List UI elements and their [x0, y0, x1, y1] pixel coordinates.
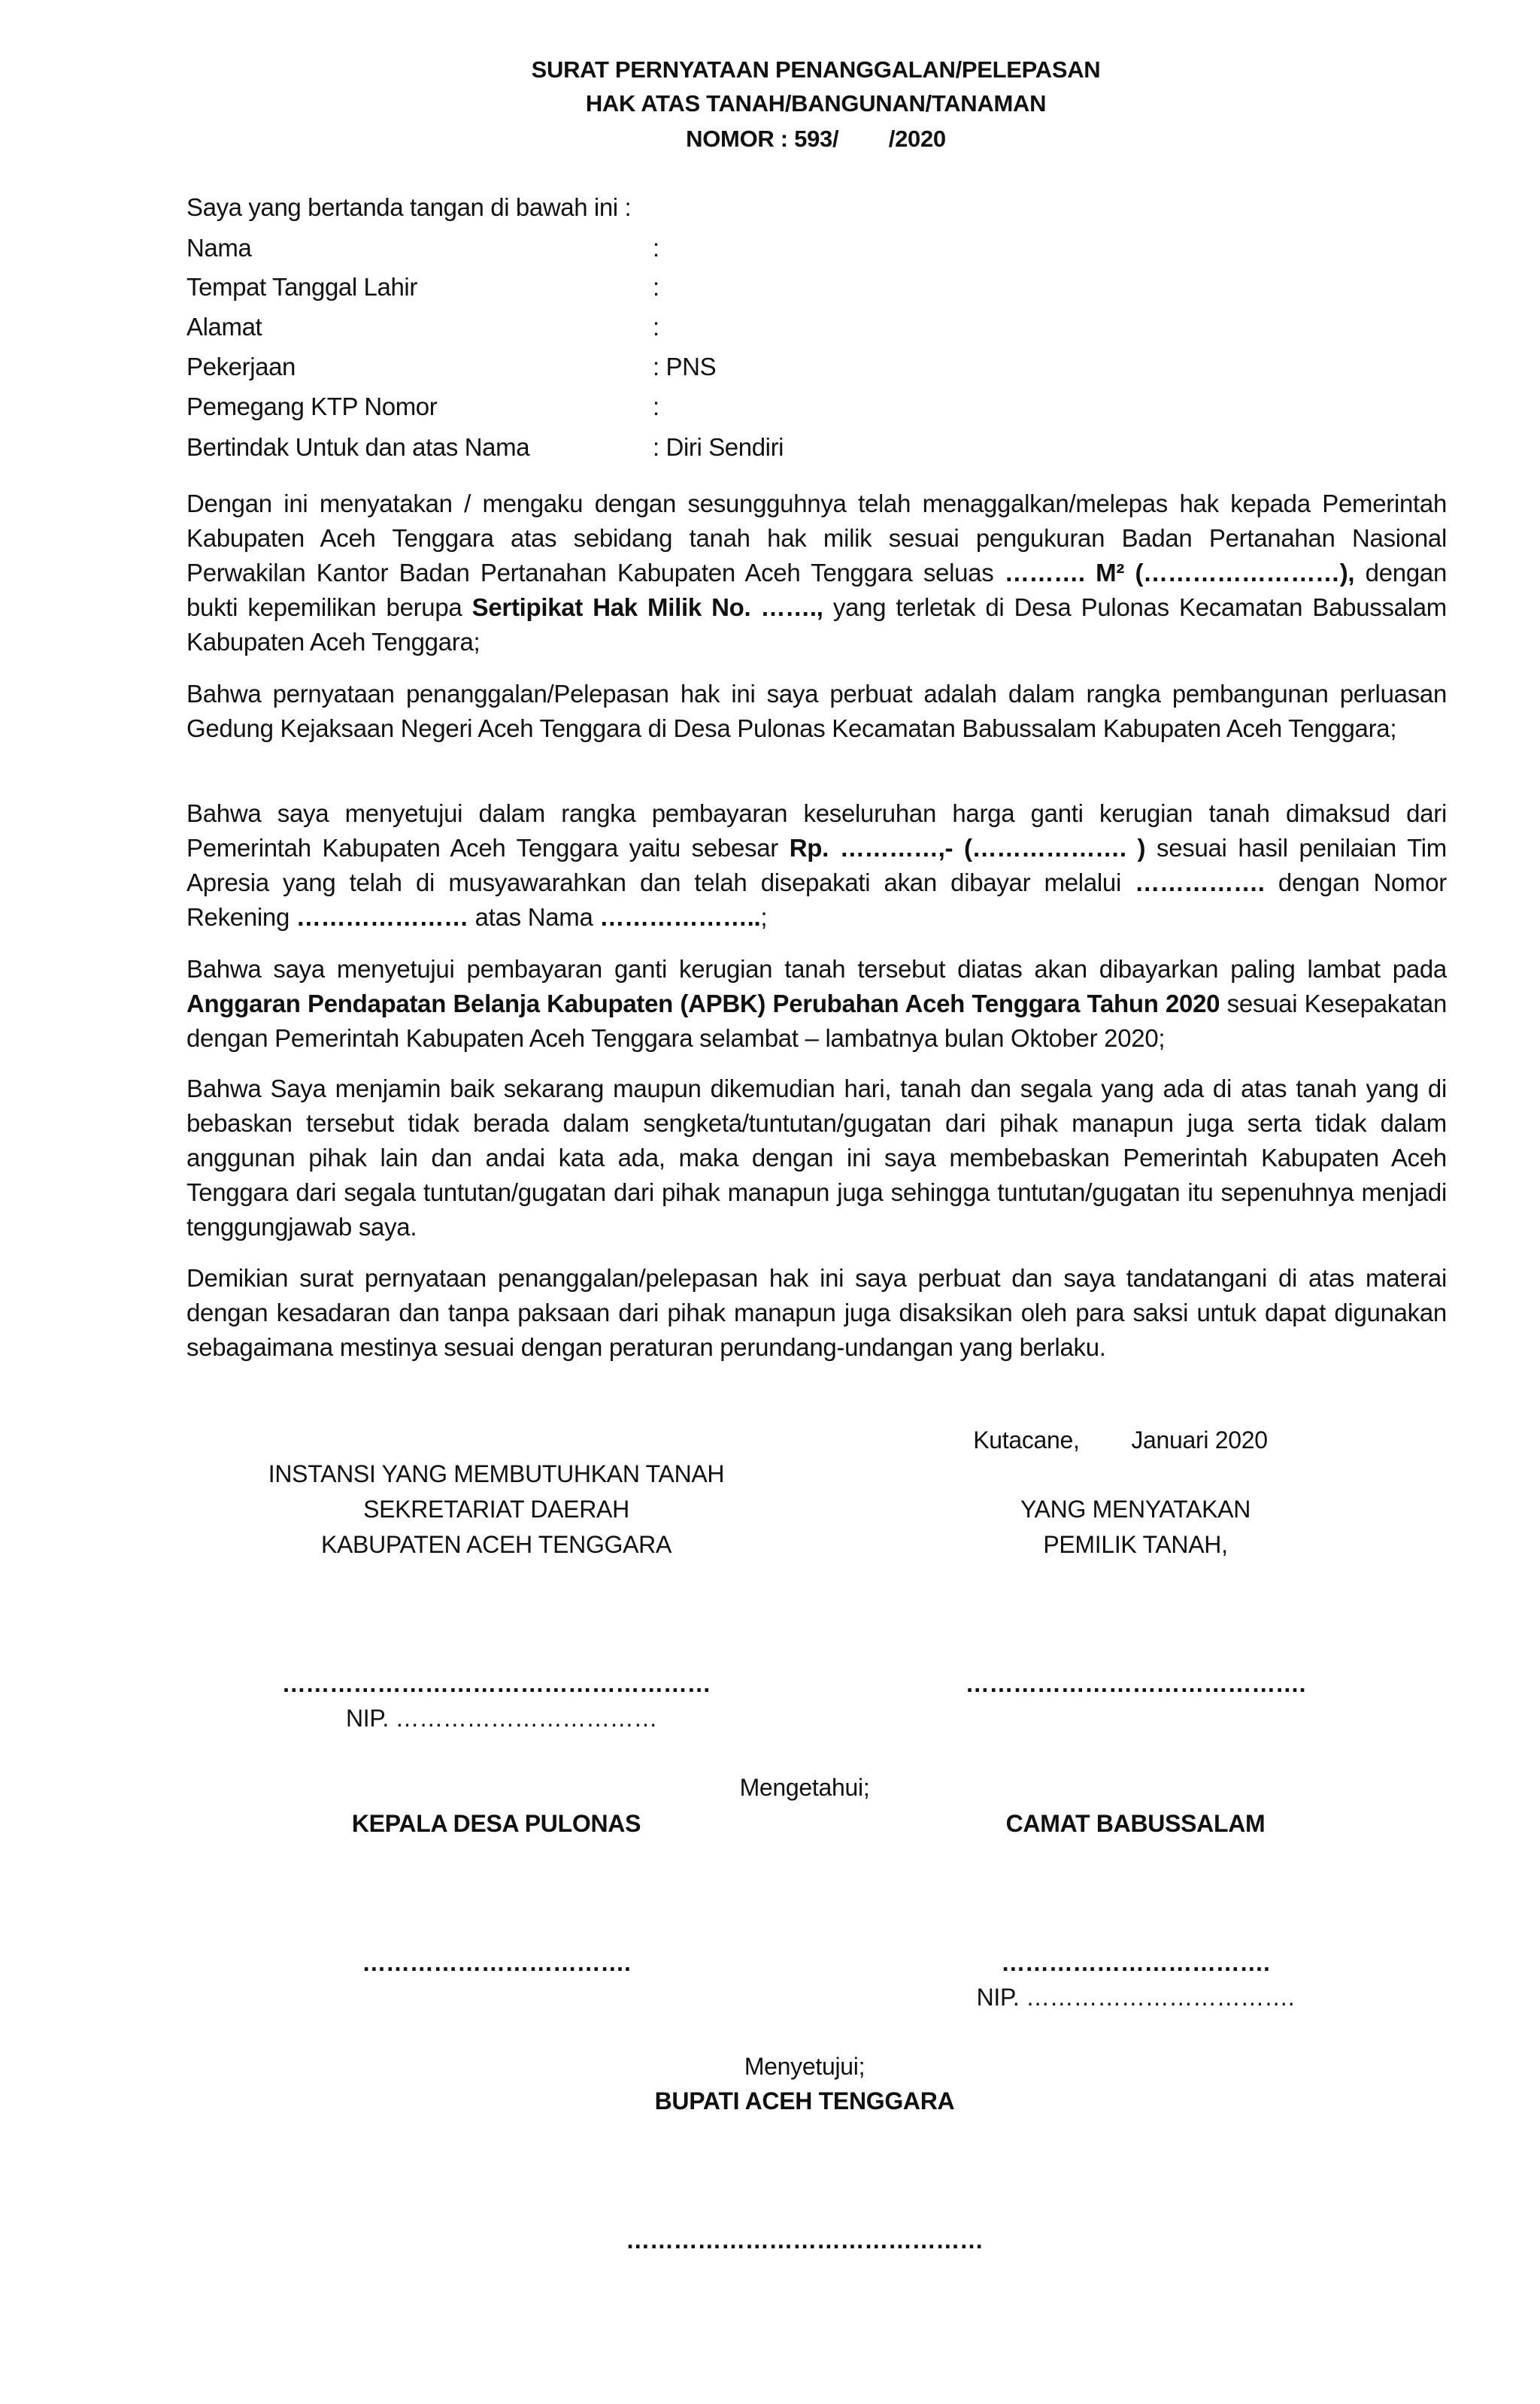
paragraph-text: sesuai hasil penilaian Tim Apresia yang telah di musyawarahkan dan telah disepakati akan dibayar melalui	[186, 834, 1447, 896]
field-row	[186, 313, 938, 341]
field-row	[186, 234, 938, 262]
account-number-blank: …………………	[296, 903, 468, 931]
left-signature-line: ………………………………………………	[281, 1670, 711, 1697]
field-label: Tempat Tanggal Lahir	[186, 273, 417, 301]
field-value: :	[653, 273, 659, 301]
field-row	[186, 433, 938, 462]
paragraph-3	[186, 796, 1447, 935]
paragraph-5: Bahwa Saya menjamin baik sekarang maupun dikemudian hari, tanah dan segala yang ada di atas tanah yang di bebaskan tersebut tidak berada dalam sengketa/tuntutan/gugatan dari pihak manapun juga serta tidak dalam anggunan pihak lain dan andai kata ada, maka dengan ini saya membebaskan Pemerintah Kabupaten Aceh Tenggara dari segala tuntutan/gugatan dari pihak manapun juga sehingga tuntutan/gugatan itu sepenuhnya menjadi tenggungjawab saya.	[186, 1075, 1447, 1241]
payment-method-blank: …………….	[1135, 869, 1265, 896]
field-value: : PNS	[653, 353, 717, 380]
field-label: Bertindak Untuk dan atas Nama	[186, 433, 530, 461]
regent-signature-line: ………………………………………	[626, 2227, 984, 2254]
left-signatory-line1: INSTANSI YANG MEMBUTUHKAN TANAH	[268, 1460, 725, 1487]
paragraph-text: dengan bukti kepemilikan berupa	[186, 559, 1447, 621]
right-signatory-line2: PEMILIK TANAH,	[1043, 1531, 1228, 1558]
field-value: : Diri Sendiri	[653, 433, 784, 461]
paragraph-4	[186, 952, 1447, 1056]
field-value: :	[653, 234, 659, 262]
amount-blank: Rp. …………,- (………………. )	[789, 834, 1146, 862]
field-label: Pekerjaan	[186, 353, 296, 380]
field-row	[186, 393, 938, 421]
place-date: Kutacane, Januari 2020	[973, 1426, 1268, 1454]
field-row	[186, 353, 938, 381]
paragraph-1	[186, 487, 1447, 659]
village-head-title: KEPALA DESA PULONAS	[351, 1810, 641, 1837]
field-label: Pemegang KTP Nomor	[186, 393, 438, 420]
document-number: NOMOR : 593/ /2020	[686, 126, 946, 152]
paragraph-text: atas Nama	[468, 903, 600, 931]
paragraph-text: dengan Nomor Rekening	[186, 869, 1447, 931]
document-title-line2: HAK ATAS TANAH/BANGUNAN/TANAMAN	[585, 90, 1047, 117]
field-value: :	[653, 313, 659, 341]
paragraph-text: sesuai Kesepakatan dengan Pemerintah Kabupaten Aceh Tenggara selambat – lambatnya bulan Oktober 2020;	[186, 990, 1447, 1052]
left-nip: NIP. ……………………………	[346, 1705, 658, 1732]
mengetahui-label: Mengetahui;	[739, 1774, 870, 1801]
right-signatory-line1: YANG MENYATAKAN	[1020, 1496, 1251, 1523]
document-title-line1: SURAT PERNYATAAN PENANGGALAN/PELEPASAN	[531, 56, 1101, 83]
subdistrict-head-title: CAMAT BABUSSALAM	[1005, 1810, 1266, 1837]
paragraph-text: Bahwa saya menyetujui dalam rangka pembayaran keseluruhan harga ganti kerugian tanah dimaksud dari Pemerintah Kabupaten Aceh Tenggara yaitu sebesar	[186, 799, 1447, 862]
regent-title: BUPATI ACEH TENGGARA	[654, 2087, 955, 2114]
land-area-blank: ………. M² (……………………),	[1004, 559, 1355, 587]
paragraph-2: Bahwa pernyataan penanggalan/Pelepasan hak ini saya perbuat adalah dalam rangka pembangunan perluasan Gedung Kejaksaan Negeri Aceh Tenggara di Desa Pulonas Kecamatan Babussalam Kabupaten Aceh Tenggara;	[186, 680, 1447, 742]
field-label: Nama	[186, 234, 252, 262]
paragraph-text: Bahwa saya menyetujui pembayaran ganti kerugian tanah tersebut diatas akan dibayarkan paling lambat pada	[186, 955, 1447, 983]
certificate-number-blank: Sertipikat Hak Milik No. …….,	[471, 593, 823, 621]
right-signature-line: …………………………………….	[965, 1670, 1306, 1697]
paragraph-text: ;	[760, 903, 768, 931]
field-row	[186, 273, 938, 302]
left-signatory-line3: KABUPATEN ACEH TENGGARA	[320, 1531, 672, 1558]
menyetujui-label: Menyetujui;	[744, 2053, 865, 2080]
subdistrict-head-nip: NIP. …………………………….	[976, 1984, 1295, 2011]
paragraph-text: Dengan ini menyatakan / mengaku dengan sesungguhnya telah menaggalkan/melepas hak kepada Pemerintah Kabupaten Aceh Tenggara atas sebidang tanah hak milik sesuai pengukuran Badan Pertanahan Nasional Perwakilan Kantor Badan Pertanahan Kabupaten Aceh Tenggara seluas	[186, 490, 1447, 587]
field-label: Alamat	[186, 313, 262, 341]
subdistrict-head-signature-line: …………………………….	[1001, 1949, 1270, 1976]
budget-reference: Anggaran Pendapatan Belanja Kabupaten (APBK) Perubahan Aceh Tenggara Tahun 2020	[186, 990, 1220, 1017]
paragraph-text: yang terletak di Desa Pulonas Kecamatan Babussalam Kabupaten Aceh Tenggara;	[186, 593, 1447, 656]
paragraph-6: Demikian surat pernyataan penanggalan/pelepasan hak ini saya perbuat dan saya tandatangani di atas materai dengan kesadaran dan tanpa paksaan dari pihak manapun juga disaksikan oleh para saksi untuk dapat digunakan sebagaimana mestinya sesuai dengan peraturan perundang-undangan yang berlaku.	[186, 1264, 1447, 1361]
left-signatory-line2: SEKRETARIAT DAERAH	[363, 1496, 629, 1523]
village-head-signature-line: …………………………….	[362, 1949, 631, 1976]
account-name-blank: ………………..	[599, 903, 761, 931]
intro-text: Saya yang bertanda tangan di bawah ini :	[186, 193, 632, 221]
field-value: :	[653, 393, 659, 420]
